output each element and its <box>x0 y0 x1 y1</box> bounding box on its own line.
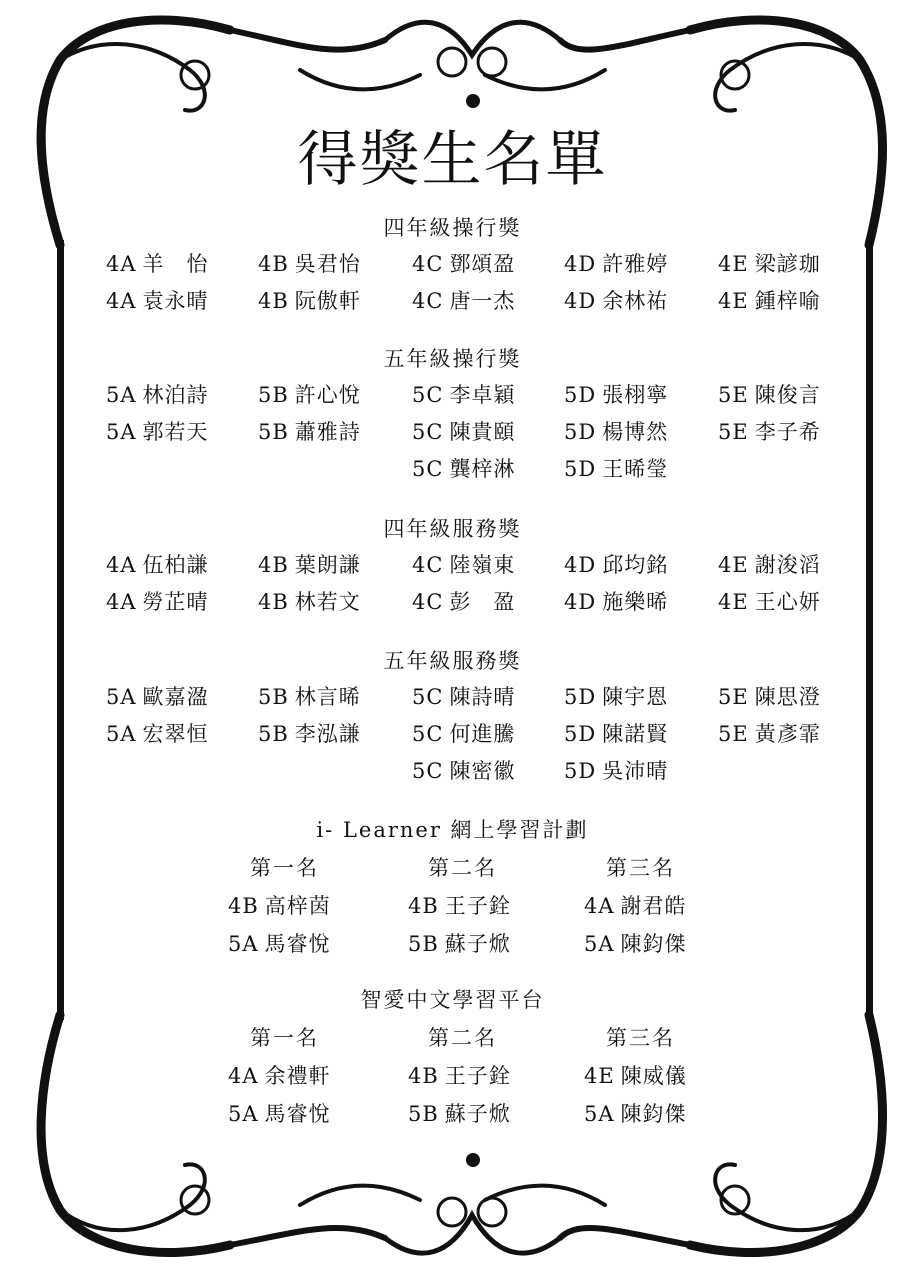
student-name: 王子銓 <box>444 1064 511 1088</box>
class-code: 4B <box>408 1064 439 1088</box>
student-name: 余林祐 <box>602 289 669 313</box>
student-name: 陳鈞傑 <box>620 932 687 956</box>
award-entry <box>718 681 821 711</box>
student-name: 葉朗謙 <box>294 553 361 577</box>
student-name: 陳俊言 <box>754 383 821 407</box>
award-entry <box>564 248 668 278</box>
class-code: 4A <box>106 590 137 614</box>
award-entry <box>258 586 361 616</box>
student-name: 彭 盈 <box>449 590 516 614</box>
student-name: 謝浚滔 <box>754 553 821 577</box>
award-entry <box>258 416 361 446</box>
award-entry <box>564 718 668 748</box>
student-name: 王子銓 <box>444 894 511 918</box>
student-name: 何進騰 <box>449 722 516 746</box>
student-name: 許雅婷 <box>602 252 669 276</box>
award-entry <box>106 549 209 579</box>
class-code: 4D <box>564 590 597 614</box>
ranking-heading: 智愛中文學習平台 <box>360 988 545 1012</box>
ranking-entry <box>228 890 331 920</box>
class-code: 5B <box>258 685 289 709</box>
class-code: 5C <box>412 420 444 444</box>
class-code: 4B <box>258 553 289 577</box>
class-code: 4B <box>258 252 289 276</box>
student-name: 林若文 <box>294 590 361 614</box>
award-entry <box>412 453 515 483</box>
ranking-entry <box>408 890 511 920</box>
class-code: 4E <box>718 289 749 313</box>
class-code: 4C <box>412 252 444 276</box>
class-code: 5D <box>564 457 597 481</box>
student-name: 陳思澄 <box>754 685 821 709</box>
award-entry <box>564 416 668 446</box>
class-code: 4C <box>412 590 444 614</box>
student-name: 謝君皓 <box>620 894 687 918</box>
class-code: 4D <box>564 252 597 276</box>
student-name: 陳詩晴 <box>449 685 516 709</box>
ranking-entry <box>228 928 331 958</box>
student-name: 陳宇恩 <box>602 685 669 709</box>
award-entry <box>258 379 361 409</box>
student-name: 鄧頌盈 <box>449 252 516 276</box>
award-entry <box>412 549 515 579</box>
student-name: 張栩寧 <box>602 383 669 407</box>
class-code: 5A <box>106 685 137 709</box>
class-code: 5A <box>584 932 615 956</box>
class-code: 4B <box>258 590 289 614</box>
section-heading: 五年級服務獎 <box>383 649 522 673</box>
student-name: 林泊詩 <box>142 383 209 407</box>
student-name: 梁諺珈 <box>754 252 821 276</box>
class-code: 5C <box>412 383 444 407</box>
student-name: 蕭雅詩 <box>294 420 361 444</box>
award-entry <box>564 453 668 483</box>
student-name: 羊 怡 <box>142 252 209 276</box>
student-name: 吳沛晴 <box>602 759 669 783</box>
class-code: 4B <box>228 894 259 918</box>
class-code: 5D <box>564 685 597 709</box>
class-code: 4E <box>718 252 749 276</box>
student-name: 勞芷晴 <box>142 590 209 614</box>
bottom-center-flourish <box>385 1215 560 1253</box>
award-entry <box>718 285 821 315</box>
class-code: 4C <box>412 553 444 577</box>
ranking-entry <box>584 928 687 958</box>
place-label: 第三名 <box>606 1026 675 1050</box>
award-entry <box>258 549 361 579</box>
class-code: 5E <box>718 722 749 746</box>
class-code: 4A <box>228 1064 259 1088</box>
award-entry <box>564 755 668 785</box>
award-entry <box>412 248 515 278</box>
class-code: 5A <box>228 932 259 956</box>
section-heading: 五年級操行獎 <box>383 347 522 371</box>
place-label: 第一名 <box>250 1026 319 1050</box>
award-entry <box>718 549 821 579</box>
award-entry <box>564 379 668 409</box>
award-entry <box>106 681 209 711</box>
top-dot-ornament <box>466 94 480 108</box>
class-code: 4A <box>584 894 615 918</box>
student-name: 鍾梓喻 <box>754 289 821 313</box>
award-entry <box>718 248 821 278</box>
student-name: 陳貴頤 <box>449 420 516 444</box>
class-code: 4A <box>106 289 137 313</box>
class-code: 5B <box>408 1102 439 1126</box>
ranking-entry <box>228 1060 331 1090</box>
class-code: 4B <box>408 894 439 918</box>
student-name: 邱均銘 <box>602 553 669 577</box>
class-code: 5A <box>106 722 137 746</box>
section-heading: 四年級操行獎 <box>383 216 522 240</box>
student-name: 宏翠恒 <box>142 722 209 746</box>
award-entry <box>718 586 821 616</box>
award-entry <box>718 416 821 446</box>
student-name: 楊博然 <box>602 420 669 444</box>
student-name: 王晞瑩 <box>602 457 669 481</box>
section-heading: 四年級服務獎 <box>383 517 522 541</box>
class-code: 5C <box>412 722 444 746</box>
place-label: 第二名 <box>428 1026 497 1050</box>
award-entry <box>718 718 821 748</box>
award-entry <box>106 248 209 278</box>
award-entry <box>106 416 209 446</box>
award-entry <box>258 285 361 315</box>
student-name: 陳密徽 <box>449 759 516 783</box>
class-code: 5B <box>258 420 289 444</box>
place-label: 第三名 <box>606 856 675 880</box>
class-code: 5C <box>412 685 444 709</box>
student-name: 李子希 <box>754 420 821 444</box>
top-center-flourish <box>385 22 560 55</box>
ranking-entry <box>228 1098 331 1128</box>
student-name: 林言晞 <box>294 685 361 709</box>
award-entry <box>412 416 515 446</box>
student-name: 陳威儀 <box>620 1064 687 1088</box>
ranking-entry <box>584 890 687 920</box>
student-name: 歐嘉溋 <box>142 685 209 709</box>
student-name: 王心妍 <box>754 590 821 614</box>
award-entry <box>106 379 209 409</box>
student-name: 伍柏謙 <box>142 553 209 577</box>
class-code: 5C <box>412 759 444 783</box>
ranking-entry <box>408 928 511 958</box>
class-code: 5D <box>564 759 597 783</box>
award-entry <box>564 681 668 711</box>
place-label: 第二名 <box>428 856 497 880</box>
ranking-heading: i- Learner 網上學習計劃 <box>316 818 589 842</box>
student-name: 蘇子焮 <box>444 932 511 956</box>
award-entry <box>258 248 361 278</box>
class-code: 4E <box>718 553 749 577</box>
ranking-entry <box>408 1098 511 1128</box>
class-code: 5D <box>564 420 597 444</box>
student-name: 陸嶺東 <box>449 553 516 577</box>
class-code: 5E <box>718 685 749 709</box>
award-entry <box>106 718 209 748</box>
class-code: 5A <box>106 420 137 444</box>
class-code: 4D <box>564 553 597 577</box>
page-title: 得獎生名單 <box>297 125 608 195</box>
ranking-entry <box>584 1060 687 1090</box>
student-name: 李泓謙 <box>294 722 361 746</box>
bottom-dot-ornament <box>466 1153 480 1167</box>
place-label: 第一名 <box>250 856 319 880</box>
award-entry <box>564 586 668 616</box>
class-code: 5A <box>228 1102 259 1126</box>
award-entry <box>412 718 515 748</box>
student-name: 陳鈞傑 <box>620 1102 687 1126</box>
award-entry <box>718 379 821 409</box>
award-entry <box>106 285 209 315</box>
award-entry <box>258 681 361 711</box>
student-name: 陳諾賢 <box>602 722 669 746</box>
class-code: 5B <box>258 383 289 407</box>
class-code: 5D <box>564 383 597 407</box>
class-code: 5E <box>718 420 749 444</box>
student-name: 馬睿悅 <box>264 932 331 956</box>
class-code: 5B <box>258 722 289 746</box>
class-code: 4B <box>258 289 289 313</box>
student-name: 龔梓淋 <box>449 457 516 481</box>
student-name: 馬睿悅 <box>264 1102 331 1126</box>
student-name: 阮傲軒 <box>294 289 361 313</box>
class-code: 5D <box>564 722 597 746</box>
class-code: 5B <box>408 932 439 956</box>
class-code: 5C <box>412 457 444 481</box>
ranking-entry <box>584 1098 687 1128</box>
student-name: 郭若天 <box>142 420 209 444</box>
award-entry <box>564 549 668 579</box>
student-name: 吳君怡 <box>294 252 361 276</box>
student-name: 蘇子焮 <box>444 1102 511 1126</box>
class-code: 4A <box>106 553 137 577</box>
award-entry <box>412 379 515 409</box>
award-entry <box>258 718 361 748</box>
student-name: 李卓穎 <box>449 383 516 407</box>
award-entry <box>412 285 515 315</box>
student-name: 高梓茵 <box>264 894 331 918</box>
student-name: 唐一杰 <box>449 289 516 313</box>
class-code: 4C <box>412 289 444 313</box>
class-code: 5A <box>106 383 137 407</box>
class-code: 5E <box>718 383 749 407</box>
award-entry <box>106 586 209 616</box>
class-code: 4A <box>106 252 137 276</box>
class-code: 5A <box>584 1102 615 1126</box>
ranking-entry <box>408 1060 511 1090</box>
class-code: 4E <box>584 1064 615 1088</box>
class-code: 4E <box>718 590 749 614</box>
bottom-right-flourish <box>690 1015 883 1252</box>
class-code: 4D <box>564 289 597 313</box>
student-name: 余禮軒 <box>264 1064 331 1088</box>
award-entry <box>412 586 515 616</box>
student-name: 施樂晞 <box>602 590 669 614</box>
award-entry <box>412 681 515 711</box>
student-name: 袁永晴 <box>142 289 209 313</box>
award-entry <box>412 755 515 785</box>
award-entry <box>564 285 668 315</box>
student-name: 許心悅 <box>294 383 361 407</box>
student-name: 黃彥霏 <box>754 722 821 746</box>
